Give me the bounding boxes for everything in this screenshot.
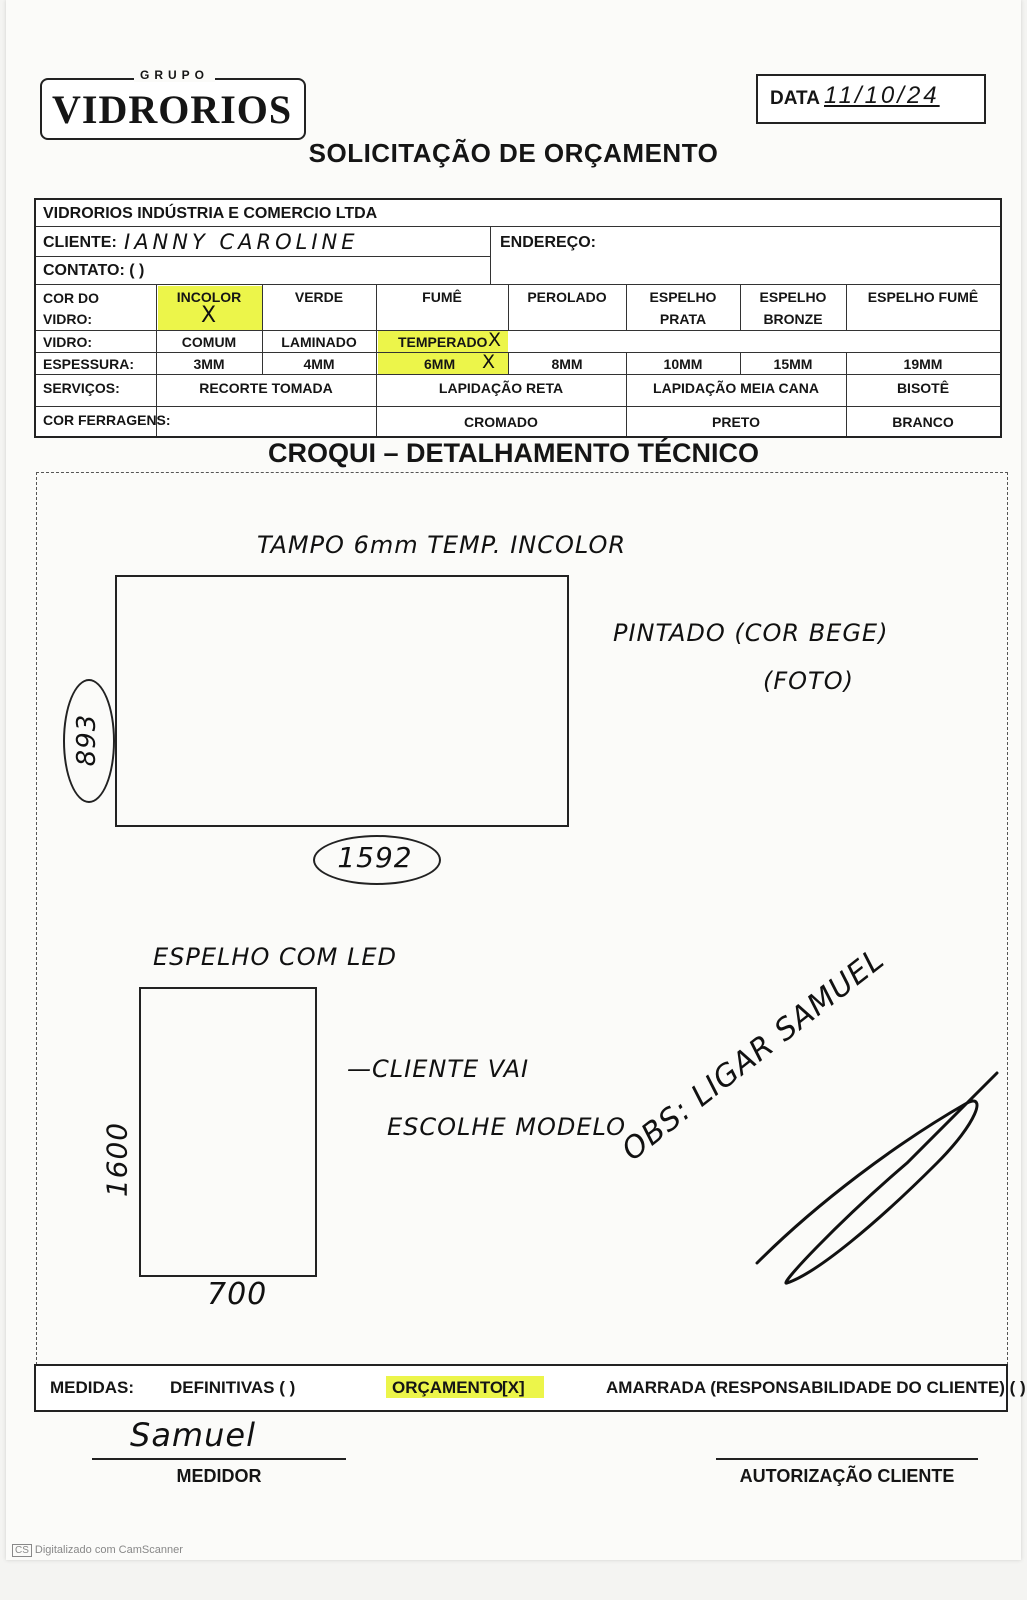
service-lapidacao-reta[interactable]: LAPIDAÇÃO RETA <box>438 380 564 396</box>
thickness-option-3mm[interactable]: 3MM <box>193 356 225 372</box>
date-box <box>756 74 986 124</box>
piece1-note-2: (FOTO) <box>763 667 854 695</box>
date-value: 11/10/24 <box>824 82 940 109</box>
glass-color-label-2: VIDRO: <box>43 311 92 327</box>
document-title: SOLICITAÇÃO DE ORÇAMENTO <box>308 138 719 168</box>
piece2-height: 1600 <box>100 1121 134 1198</box>
sketch-section-title: CROQUI – DETALHAMENTO TÉCNICO <box>267 438 759 468</box>
service-bisote[interactable]: BISOTÊ <box>896 380 950 396</box>
document-page <box>6 0 1026 1560</box>
piece1-height: 893 <box>72 713 102 767</box>
order-form-table <box>34 198 1002 438</box>
obs-note: OBS: LIGAR SAMUEL <box>615 941 892 1168</box>
color-option-espelho-bronze-1[interactable]: ESPELHO <box>759 289 827 305</box>
service-lapidacao-meia-cana[interactable]: LAPIDAÇÃO MEIA CANA <box>653 380 819 396</box>
piece2-outline <box>139 987 317 1277</box>
piece2-width: 700 <box>207 1277 268 1312</box>
piece2-note-2: ESCOLHE MODELO <box>387 1113 627 1141</box>
thickness-option-4mm[interactable]: 4MM <box>303 356 335 372</box>
client-signature-line[interactable] <box>716 1458 978 1460</box>
measures-definitive[interactable]: DEFINITIVAS ( ) <box>170 1378 296 1397</box>
watermark-text: Digitalizado com CamScanner <box>34 1544 183 1556</box>
check-mark: X <box>488 329 503 351</box>
piece1-width: 1592 <box>337 841 413 874</box>
logo-main-text: VIDRORIOS <box>52 87 293 132</box>
client-value[interactable]: IANNY CAROLINE <box>124 230 359 254</box>
sketch-area <box>36 472 1008 1365</box>
check-mark: [X] <box>502 1378 525 1397</box>
logo-super-text: GRUPO <box>134 68 215 82</box>
color-option-perolado[interactable]: PEROLADO <box>527 289 607 305</box>
client-label: CLIENTE: <box>43 234 117 251</box>
color-option-espelho-prata-1[interactable]: ESPELHO <box>649 289 717 305</box>
contact-label[interactable]: CONTATO: ( ) <box>43 262 145 279</box>
color-option-verde[interactable]: VERDE <box>294 289 344 305</box>
thickness-option-19mm[interactable]: 19MM <box>903 356 943 372</box>
thickness-option-6mm[interactable]: 6MM <box>424 356 456 372</box>
address-label: ENDEREÇO: <box>500 234 597 251</box>
hardware-option-cromado[interactable]: CROMADO <box>464 414 538 430</box>
company-name: VIDRORIOS INDÚSTRIA E COMERCIO LTDA <box>43 205 378 222</box>
type-option-comum[interactable]: COMUM <box>181 334 237 350</box>
company-logo <box>40 68 306 140</box>
color-option-espelho-prata-2: PRATA <box>659 311 707 327</box>
piece2-caption: ESPELHO COM LED <box>153 943 397 971</box>
services-label: SERVIÇOS: <box>43 380 120 396</box>
glass-color-label-1: COR DO <box>43 290 99 306</box>
color-option-espelho-fume[interactable]: ESPELHO FUMÊ <box>867 289 979 305</box>
hardware-color-label: COR FERRAGENS: <box>43 412 171 428</box>
thickness-option-8mm[interactable]: 8MM <box>551 356 583 372</box>
measurer-signature: Samuel <box>130 1416 256 1454</box>
measures-row <box>34 1364 1026 1412</box>
measurer-signature-line <box>92 1458 346 1460</box>
color-option-incolor[interactable]: INCOLOR <box>176 289 242 305</box>
piece1-outline <box>115 575 569 827</box>
thickness-option-15mm[interactable]: 15MM <box>773 356 813 372</box>
type-option-temperado[interactable]: TEMPERADO <box>398 334 488 350</box>
color-option-espelho-bronze-2: BRONZE <box>763 311 823 327</box>
measures-quote[interactable]: ORÇAMENTO <box>392 1378 504 1397</box>
check-mark: X <box>200 303 218 328</box>
piece1-note-1: PINTADO (COR BEGE) <box>613 619 889 647</box>
service-recorte-tomada[interactable]: RECORTE TOMADA <box>199 380 333 396</box>
date-label: DATA <box>770 88 820 109</box>
piece1-caption: TAMPO 6mm TEMP. INCOLOR <box>257 531 627 559</box>
camscanner-icon: CS <box>12 1544 32 1557</box>
measures-label: MEDIDAS: <box>50 1378 135 1397</box>
thickness-option-10mm[interactable]: 10MM <box>663 356 703 372</box>
type-option-laminado[interactable]: LAMINADO <box>281 334 357 350</box>
measurer-label: MEDIDOR <box>176 1466 262 1486</box>
hardware-option-branco[interactable]: BRANCO <box>892 414 954 430</box>
check-mark: X <box>482 351 497 373</box>
measures-tied[interactable]: AMARRADA (RESPONSABILIDADE DO CLIENTE) ( ) <box>606 1378 1026 1397</box>
glass-type-label: VIDRO: <box>43 334 92 350</box>
hardware-option-preto[interactable]: PRETO <box>712 414 760 430</box>
piece2-note-1: —CLIENTE VAI <box>347 1055 530 1083</box>
client-auth-label: AUTORIZAÇÃO CLIENTE <box>739 1466 955 1486</box>
thickness-label: ESPESSURA: <box>43 356 135 372</box>
scanner-watermark <box>12 1544 183 1557</box>
signature-flourish <box>737 1063 1007 1303</box>
color-option-fume[interactable]: FUMÊ <box>422 289 462 305</box>
